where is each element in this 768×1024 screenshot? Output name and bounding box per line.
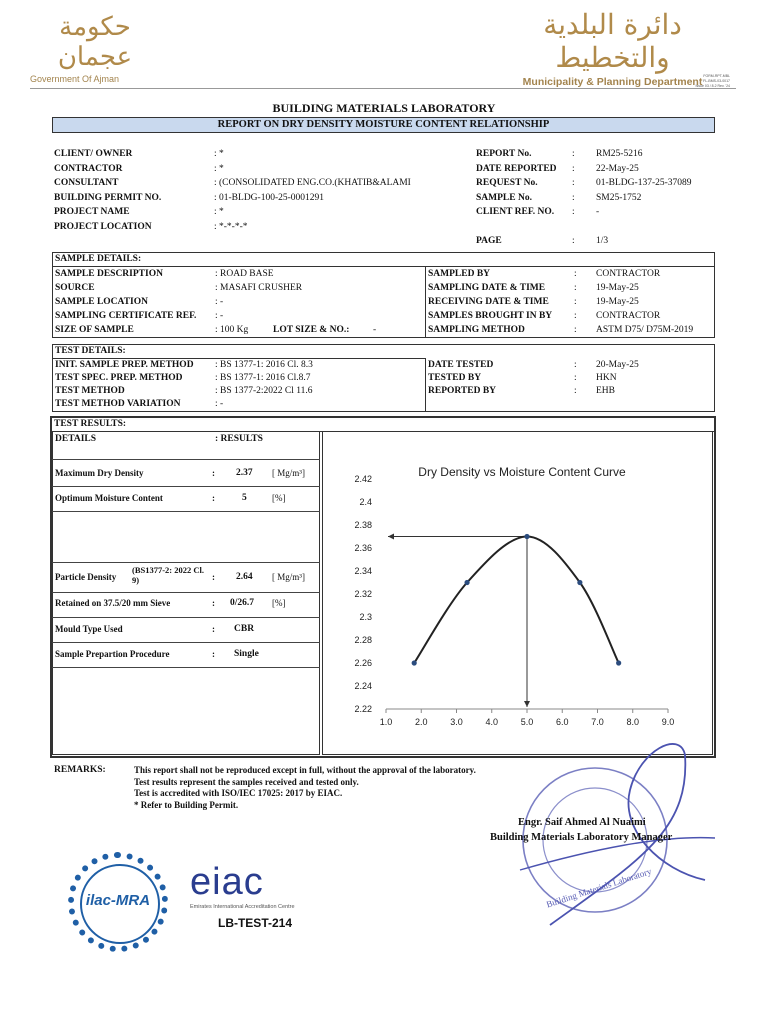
ref-code: Issue 03 / 8.2 Rev. '24 (695, 84, 730, 88)
sample-value: ASTM D75/ D75M-2019 (596, 325, 694, 335)
remark-line: Test is accredited with ISO/IEC 17025: 2017 by EIAC. (134, 788, 343, 798)
info-label: PROJECT LOCATION (54, 221, 152, 232)
y-tick-label: 2.34 (354, 566, 372, 576)
government-logo (30, 12, 160, 84)
info-label: CONSULTANT (54, 178, 119, 188)
result-row: Particle Density (BS1377-2: 2022 Cl. 9) : 2.64 [ Mg/m³] (52, 564, 320, 593)
sample-label: SAMPLING CERTIFICATE REF. (55, 311, 197, 321)
ilac-mra-text: ilac-MRA (85, 892, 151, 909)
info-label: CLIENT REF. NO. (476, 207, 555, 217)
sample-value: 19-May-25 (596, 297, 639, 307)
signatory-title: Building Materials Laboratory Manager (490, 832, 673, 843)
header-divider (30, 88, 736, 89)
test-results-heading: TEST RESULTS: (54, 419, 127, 429)
info-value: : * (214, 163, 224, 174)
lab-title: BUILDING MATERIALS LABORATORY (272, 101, 496, 115)
result-label: Maximum Dry Density (55, 468, 144, 478)
result-value: 5 (242, 493, 247, 503)
sample-label: RECEIVING DATE & TIME (428, 297, 549, 307)
result-label: Optimum Moisture Content (55, 493, 163, 503)
result-value: 2.64 (236, 572, 253, 582)
test-label: TEST SPEC. PREP. METHOD (55, 373, 183, 383)
info-label: BUILDING PERMIT NO. (54, 192, 162, 203)
y-tick-label: 2.26 (354, 658, 372, 668)
lot-size-label: LOT SIZE & NO.: (273, 325, 350, 335)
result-unit: [%] (272, 493, 286, 503)
lot-size-value: - (373, 325, 377, 335)
test-details-heading: TEST DETAILS: (55, 346, 126, 356)
result-value: CBR (234, 624, 255, 634)
dry-density-chart (322, 431, 713, 755)
info-label: REPORT No. (476, 149, 532, 159)
sample-details-heading: SAMPLE DETAILS: (55, 254, 142, 264)
info-value: : * (214, 207, 224, 217)
test-label: TEST METHOD VARIATION (55, 399, 181, 409)
result-value: Single (234, 649, 259, 659)
test-label: DATE TESTED (428, 360, 494, 370)
x-tick-label: 3.0 (450, 717, 463, 727)
remarks-label: REMARKS: (54, 765, 106, 775)
info-value: 1/3 (596, 236, 609, 246)
signatory-name: Engr. Saif Ahmed Al Nuaimi (518, 817, 646, 828)
ref-code: FL-BMS-03-0017 (703, 79, 730, 83)
eiac-logo (190, 862, 320, 930)
info-value: : *-*-*-* (214, 221, 248, 232)
sample-value: : ROAD BASE (215, 269, 274, 279)
result-row: Retained on 37.5/20 mm Sieve : 0/26.7 [%] (52, 593, 320, 618)
x-tick-label: 9.0 (661, 717, 675, 727)
x-tick-label: 8.0 (626, 717, 640, 727)
test-value: : - (215, 399, 224, 409)
result-row: Sample Prepartion Procedure : Single (52, 643, 320, 668)
info-value: : 01-BLDG-100-25-0001291 (214, 192, 325, 203)
test-label: REPORTED BY (428, 386, 497, 396)
x-tick-label: 1.0 (379, 717, 393, 727)
result-label: Sample Prepartion Procedure (55, 649, 170, 659)
remark-line: * Refer to Building Permit. (134, 799, 239, 810)
info-value: RM25-5216 (596, 149, 643, 159)
info-value: : (CONSOLIDATED ENG.CO.(KHATIB&ALAMI (214, 178, 411, 188)
info-label: CONTRACTOR (54, 163, 123, 174)
sample-value: CONTRACTOR (596, 311, 661, 321)
sample-value: CONTRACTOR (596, 269, 661, 279)
info-label: REQUEST No. (476, 178, 538, 188)
x-tick-label: 5.0 (520, 717, 534, 727)
sample-label: SAMPLES BROUGHT IN BY (428, 311, 553, 321)
test-value: EHB (596, 386, 615, 396)
y-tick-label: 2.22 (354, 704, 372, 714)
density-curve (414, 537, 618, 664)
result-label: Mould Type Used (55, 624, 123, 634)
result-unit: [ Mg/m³] (272, 572, 305, 582)
max-density-arrow (388, 534, 394, 540)
municipality-arabic-name: دائرة البلدية والتخطيط (543, 8, 682, 74)
sample-label: SOURCE (55, 283, 95, 293)
x-tick-label: 2.0 (414, 717, 428, 727)
test-details-box: TEST DETAILS: INIT. SAMPLE PREP. METHOD : BS 1377-1: 2016 Cl. 8.3 TEST SPEC. PREP. METHOD : BS 1377-1: 2016 Cl.8.7 TEST METHOD : BS 1377-2:2022 Cl 11.6 TEST METHOD VARIATION : - DATE TESTED : 20-May-25 TESTED BY : HKN REPORTED BY : EHB (52, 344, 715, 412)
result-row-empty (52, 512, 320, 563)
info-value: - (596, 207, 600, 217)
result-value: 0/26.7 (230, 598, 255, 608)
data-point (524, 534, 529, 539)
test-value: : BS 1377-1: 2016 Cl.8.7 (215, 373, 311, 383)
x-tick-label: 7.0 (591, 717, 604, 727)
sample-value: : - (215, 311, 224, 321)
y-tick-label: 2.3 (359, 612, 372, 622)
results-col-results: : RESULTS (215, 434, 263, 444)
sample-value: : MASAFI CRUSHER (215, 283, 303, 293)
info-value: SM25-1752 (596, 192, 642, 203)
result-unit: [ Mg/m³] (272, 468, 305, 478)
info-value: 01-BLDG-137-25-37089 (596, 178, 692, 188)
results-col-details: DETAILS (55, 434, 97, 444)
info-label: DATE REPORTED (476, 163, 557, 174)
stamp-text: Building Materials Laboratory (545, 866, 653, 910)
y-tick-label: 2.36 (354, 543, 372, 553)
ilac-mra-logo (68, 852, 168, 952)
sample-label: SAMPLING METHOD (428, 325, 525, 335)
test-value: : BS 1377-2:2022 Cl 11.6 (215, 386, 313, 396)
result-unit: [%] (272, 598, 286, 608)
info-label: PAGE (476, 236, 502, 246)
sample-value: : 100 Kg (215, 325, 249, 335)
result-label: Particle Density (55, 572, 117, 582)
sample-label: SAMPLE DESCRIPTION (55, 269, 163, 279)
y-tick-label: 2.4 (359, 497, 372, 507)
municipality-english-name: Municipality & Planning Department (522, 76, 703, 88)
eiac-wordmark: eiac (190, 861, 264, 903)
report-title-bar (52, 117, 715, 133)
test-label: INIT. SAMPLE PREP. METHOD (55, 360, 194, 370)
data-point (577, 580, 582, 585)
form-ref-codes (660, 74, 730, 89)
test-label: TEST METHOD (55, 386, 125, 396)
result-label: Retained on 37.5/20 mm Sieve (55, 598, 171, 608)
test-value: : BS 1377-1: 2016 Cl. 8.3 (215, 360, 313, 370)
info-label: CLIENT/ OWNER (54, 149, 133, 159)
info-label: SAMPLE No. (476, 192, 532, 203)
test-label: TESTED BY (428, 373, 482, 383)
test-value: 20-May-25 (596, 360, 639, 370)
result-row: Optimum Moisture Content : 5 [%] (52, 487, 320, 512)
optimum-moisture-arrow (524, 701, 530, 707)
sample-label: SAMPLE LOCATION (55, 297, 148, 307)
x-tick-label: 4.0 (485, 717, 499, 727)
y-tick-label: 2.24 (354, 681, 372, 691)
data-point (616, 660, 621, 665)
sample-value: : - (215, 297, 224, 307)
result-value: 2.37 (236, 468, 253, 478)
info-label: PROJECT NAME (54, 207, 130, 217)
info-value: : * (214, 149, 224, 159)
accreditation-number: LB-TEST-214 (217, 916, 292, 930)
report-title: REPORT ON DRY DENSITY MOISTURE CONTENT RELATIONSHIP (217, 119, 550, 130)
y-tick-label: 2.38 (354, 520, 372, 530)
result-row: Mould Type Used : CBR (52, 618, 320, 643)
y-tick-label: 2.42 (354, 474, 372, 484)
sample-label: SAMPLED BY (428, 269, 491, 279)
ref-code: FORM-RPT-MBL (703, 74, 730, 78)
result-row: Maximum Dry Density : 2.37 [ Mg/m³] (52, 462, 320, 487)
x-tick-label: 6.0 (555, 717, 569, 727)
data-point (412, 660, 417, 665)
government-english-name: Government Of Ajman (30, 74, 120, 84)
remark-line: This report shall not be reproduced except in full, without the approval of the laboratory. (134, 765, 476, 775)
sample-label: SAMPLING DATE & TIME (428, 283, 546, 293)
data-point (464, 580, 469, 585)
result-sublabel: (BS1377-2: 2022 Cl. 9) (132, 565, 205, 585)
sample-value: 19-May-25 (596, 283, 639, 293)
sample-details-box: SAMPLE DETAILS: SAMPLE DESCRIPTION : ROAD BASE SOURCE : MASAFI CRUSHER SAMPLE LOCATION : - SAMPLING CERTIFICATE REF. : - SIZE OF SAMPLE : 100 Kg LOT SIZE & NO.: - SAMPLED BY : CONTRACTOR SAMPLING DATE & TIME : 19-May-25 RECEIVING DATE & TIME : 19-May-25 SAMPLES BROUGHT IN BY : CONTRACTOR SAMPLING METHOD : ASTM D75/ D75M-2019 (52, 252, 715, 338)
chart-title: Dry Density vs Moisture Content Curve (418, 465, 626, 479)
info-value: 22-May-25 (596, 163, 639, 174)
test-value: HKN (596, 373, 617, 383)
remark-line: Test results represent the samples received and tested only. (134, 776, 359, 787)
government-arabic-name: حكومة عجمان (57, 12, 133, 72)
sample-label: SIZE OF SAMPLE (55, 325, 134, 335)
eiac-subtitle: Emirates International Accreditation Centre (190, 904, 295, 910)
y-tick-label: 2.28 (354, 635, 372, 645)
y-tick-label: 2.32 (354, 589, 372, 599)
